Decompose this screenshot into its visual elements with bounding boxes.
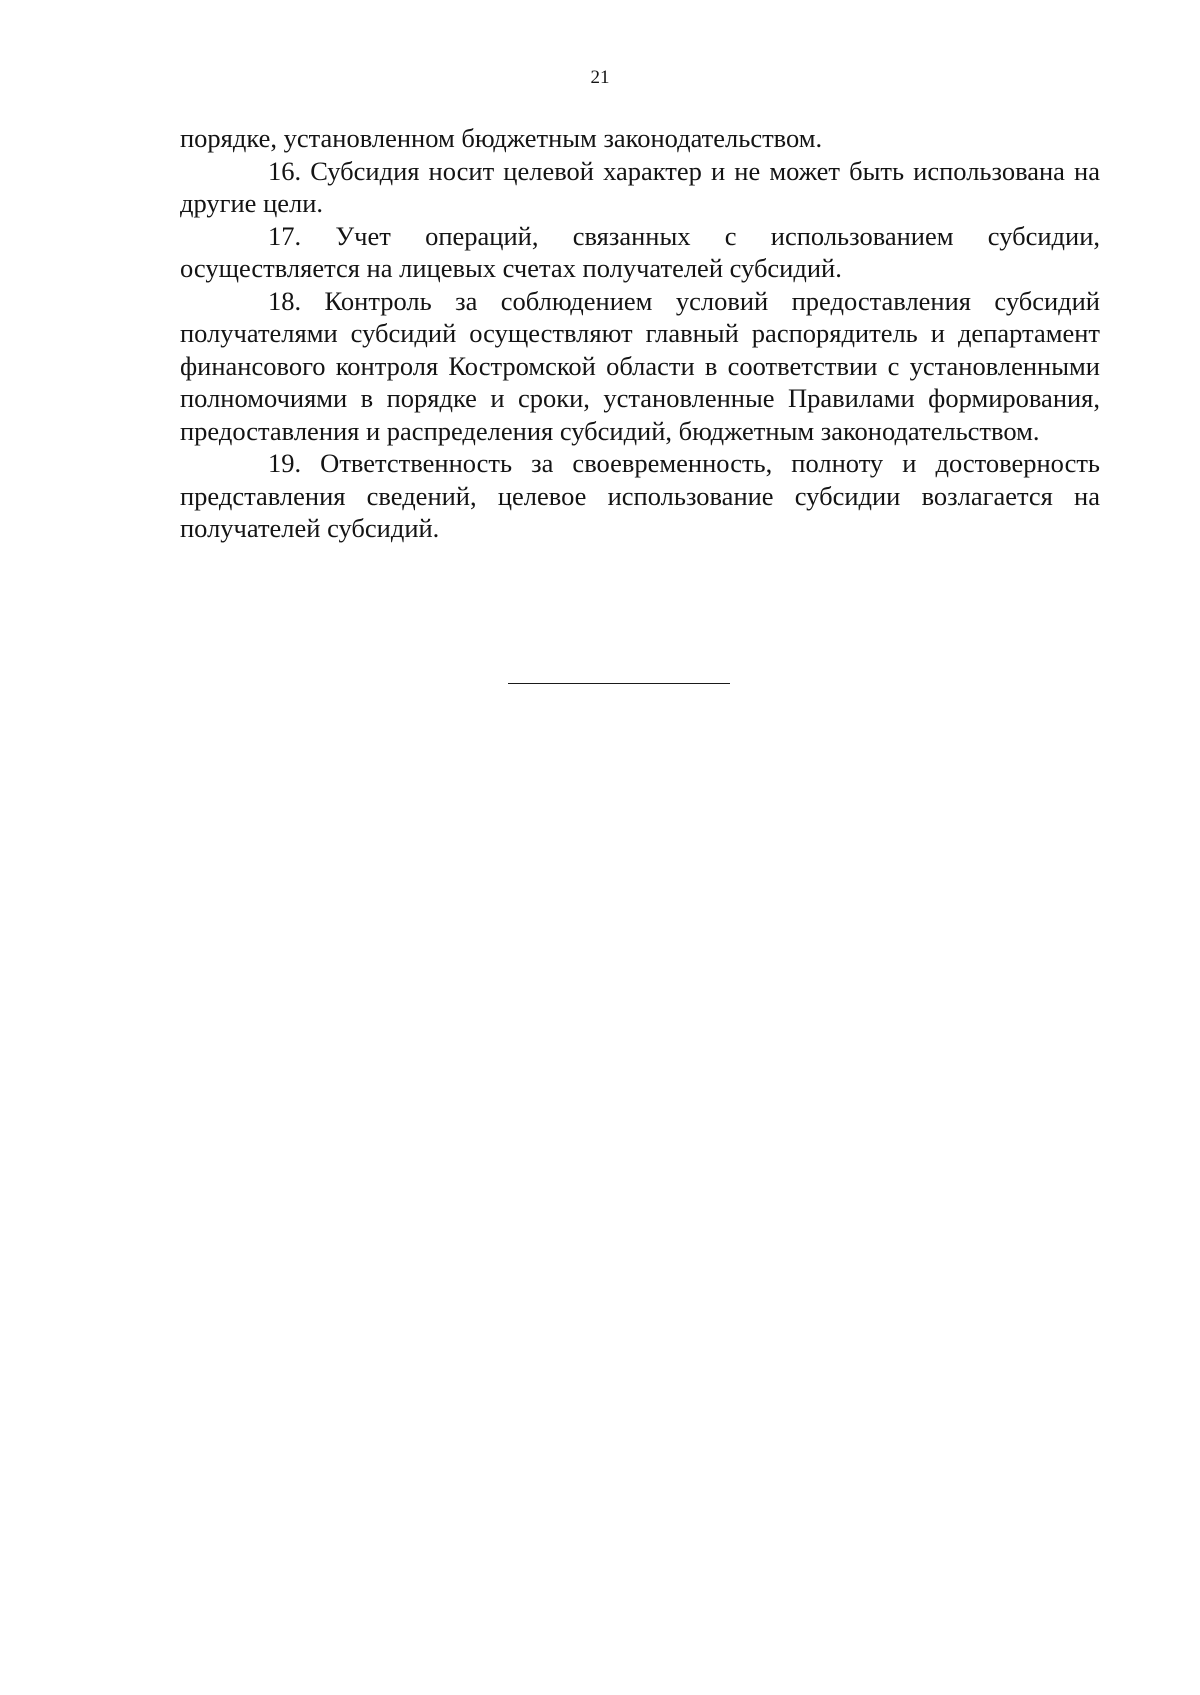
paragraph-continuation: порядке, установленном бюджетным законодательством. xyxy=(180,123,823,153)
paragraph-item-18: 18. Контроль за соблюдением условий предоставления субсидий получателями субсидий осуществляют главный распорядитель и департамент финансового контроля Костромской области в соответствии с установленными полномочиями в порядке и сроки, установленные Правилами формирования, предоставления и распределения субсидий, бюджетным законодательством. xyxy=(180,285,1100,446)
paragraph-item-16: 16. Субсидия носит целевой характер и не может быть использована на другие цели. xyxy=(180,155,1100,218)
page-number: 21 xyxy=(590,67,610,88)
document-body xyxy=(180,122,1100,545)
paragraph-item-19: 19. Ответственность за своевременность, полноту и достоверность представления сведений, целевое использование субсидии возлагается на получателей субсидий. xyxy=(180,448,1100,543)
paragraph-item-17: 17. Учет операций, связанных с использованием субсидии, осуществляется на лицевых счетах получателей субсидий. xyxy=(180,220,1100,283)
end-of-document-rule xyxy=(508,683,730,684)
